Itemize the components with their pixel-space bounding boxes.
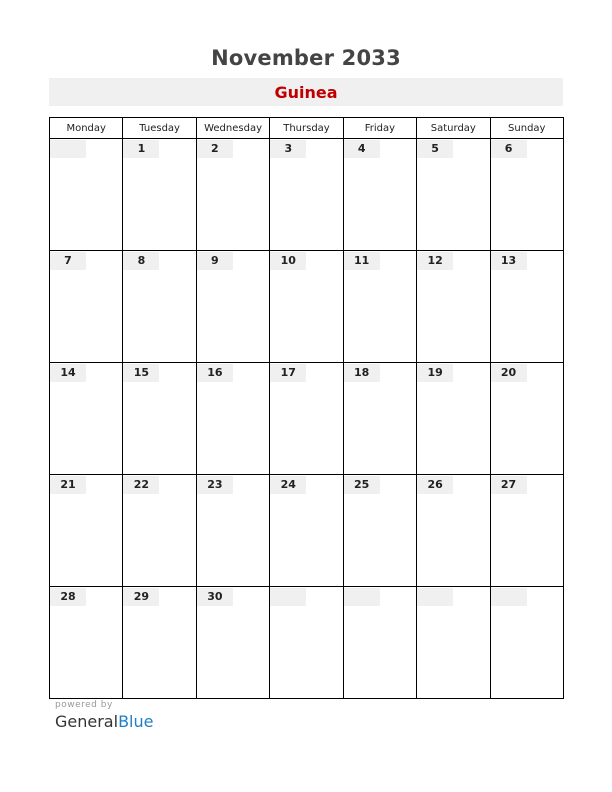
day-number: 29 (123, 588, 159, 606)
footer (55, 700, 153, 731)
day-cell (490, 475, 563, 587)
day-cell (123, 251, 196, 363)
day-cell (196, 251, 269, 363)
day-cell (417, 587, 490, 699)
day-number: 9 (197, 252, 233, 270)
day-cell (490, 587, 563, 699)
day-cell (50, 475, 123, 587)
weekday-monday: Monday (50, 118, 123, 139)
day-number: 18 (344, 364, 380, 382)
day-number: 20 (491, 364, 527, 382)
weekday-thursday: Thursday (270, 118, 343, 139)
day-number: 24 (270, 476, 306, 494)
day-number: 12 (417, 252, 453, 270)
day-number: 3 (270, 140, 306, 158)
day-cell (270, 139, 343, 251)
day-cell (196, 475, 269, 587)
day-cell (196, 363, 269, 475)
day-number (417, 588, 453, 606)
day-number (491, 588, 527, 606)
day-cell (270, 251, 343, 363)
day-cell (270, 587, 343, 699)
day-number: 13 (491, 252, 527, 270)
day-number: 4 (344, 140, 380, 158)
day-number: 16 (197, 364, 233, 382)
day-number: 25 (344, 476, 380, 494)
week-row (50, 587, 564, 699)
day-cell (417, 475, 490, 587)
day-number: 10 (270, 252, 306, 270)
weekday-tuesday: Tuesday (123, 118, 196, 139)
day-cell (417, 363, 490, 475)
day-cell (490, 139, 563, 251)
day-cell (50, 139, 123, 251)
day-cell (343, 363, 416, 475)
day-cell (270, 363, 343, 475)
day-cell (50, 363, 123, 475)
day-number: 19 (417, 364, 453, 382)
weekday-wednesday: Wednesday (196, 118, 269, 139)
powered-by-label: powered by (55, 700, 113, 710)
day-cell (123, 475, 196, 587)
calendar-grid (49, 117, 564, 699)
day-cell (417, 251, 490, 363)
day-cell (50, 587, 123, 699)
week-row (50, 475, 564, 587)
day-cell (417, 139, 490, 251)
day-cell (270, 475, 343, 587)
country-name: Guinea (274, 83, 338, 102)
day-number: 8 (123, 252, 159, 270)
day-number (50, 140, 86, 158)
day-cell (490, 251, 563, 363)
weekday-saturday: Saturday (417, 118, 490, 139)
day-number: 30 (197, 588, 233, 606)
day-cell (196, 139, 269, 251)
day-cell (50, 251, 123, 363)
day-number: 27 (491, 476, 527, 494)
day-cell (343, 475, 416, 587)
day-cell (490, 363, 563, 475)
day-cell (343, 587, 416, 699)
day-number (344, 588, 380, 606)
day-cell (123, 139, 196, 251)
day-number: 1 (123, 140, 159, 158)
day-cell (343, 139, 416, 251)
day-number: 21 (50, 476, 86, 494)
weekday-sunday: Sunday (490, 118, 563, 139)
day-number (270, 588, 306, 606)
day-number: 14 (50, 364, 86, 382)
day-cell (343, 251, 416, 363)
day-cell (123, 363, 196, 475)
day-number: 23 (197, 476, 233, 494)
day-number: 2 (197, 140, 233, 158)
week-row (50, 251, 564, 363)
day-number: 7 (50, 252, 86, 270)
week-row (50, 363, 564, 475)
day-cell (123, 587, 196, 699)
brand-logo[interactable] (55, 712, 153, 731)
day-number: 28 (50, 588, 86, 606)
brand-general-text: General (55, 712, 119, 731)
weekday-friday: Friday (343, 118, 416, 139)
week-row (50, 139, 564, 251)
day-number: 15 (123, 364, 159, 382)
day-number: 5 (417, 140, 453, 158)
page-title: November 2033 (211, 46, 401, 70)
day-number: 17 (270, 364, 306, 382)
day-number: 26 (417, 476, 453, 494)
brand-blue-text: Blue (118, 712, 154, 731)
day-cell (196, 587, 269, 699)
day-number: 11 (344, 252, 380, 270)
day-number: 22 (123, 476, 159, 494)
weekday-header-row (50, 118, 564, 139)
day-number: 6 (491, 140, 527, 158)
